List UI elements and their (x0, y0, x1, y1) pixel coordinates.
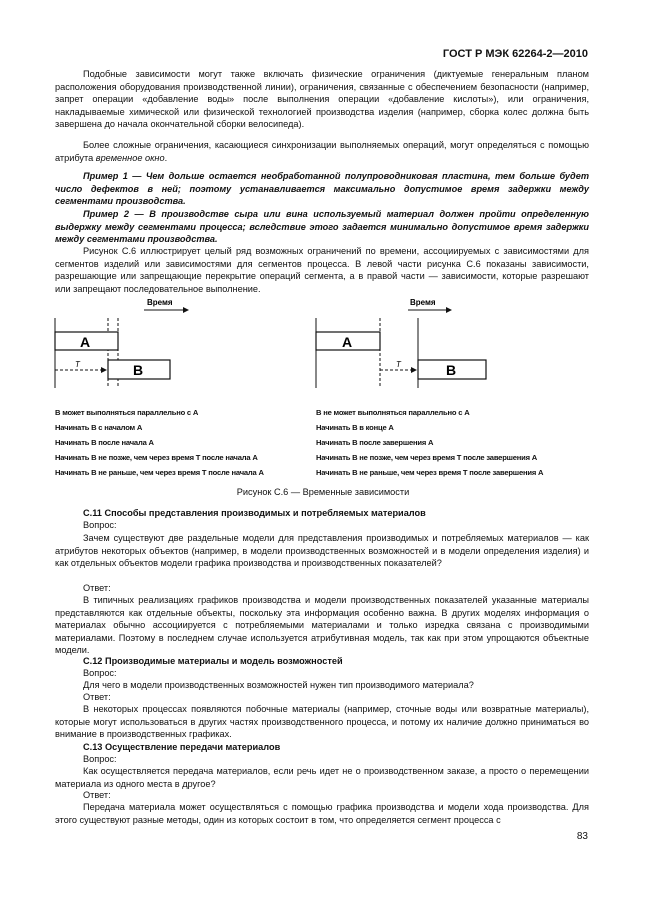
figure-right-line-2: Начинать B в конце A (316, 423, 394, 432)
figure-right-line-4: Начинать B не позже, чем через время T после завершения A (316, 453, 538, 462)
box-a-label-right: A (342, 334, 353, 350)
paragraph-figure-intro: Рисунок С.6 иллюстрирует целый ряд возможных ограничений по времени, ассоциируемых с зависимостями для сегментов изделий или зависимостями для сегментов процесса. В левой части рисунка С.6 показаны зависимости, разрешающие или запрещающие перекрытие операций сегмента, а в правой части — зависимости, которые разрешают или запрещают последовательное выполнение. (55, 246, 589, 294)
figure-left-line-1: B может выполняться параллельно с A (55, 408, 199, 417)
t-label-right: T (396, 360, 401, 369)
figure-right-line-1: B не может выполняться параллельно с A (316, 408, 470, 417)
section-c12-title: С.12 Производимые материалы и модель возможностей (83, 656, 343, 666)
figure-left-part (55, 310, 188, 388)
figure-caption: Рисунок С.6 — Временные зависимости (236, 487, 410, 497)
document-header: ГОСТ Р МЭК 62264-2—2010 (442, 48, 588, 60)
box-a-label-left: A (80, 334, 91, 350)
time-label-right: Время (410, 298, 436, 307)
figure-right-line-5: Начинать B не раньше, чем через время T после завершения A (316, 468, 544, 477)
c11-question-label: Вопрос: (83, 520, 117, 530)
figure-left-line-5: Начинать B не раньше, чем через время T после начала A (55, 468, 264, 477)
box-b-label-right: B (446, 362, 457, 378)
section-c11-title: С.11 Способы представления производимых и потребляемых материалов (83, 508, 426, 518)
c13-question-label: Вопрос: (83, 754, 117, 764)
c12-answer: В некоторых процессах появляются побочные материалы (например, сточные воды или возвратные материалы), которые могут использоваться в других частях производственного процесса, и потому их наличие должно приниматься во внимание в производственных графиках. (55, 704, 589, 740)
figure-left-line-4: Начинать B не позже, чем через время T после начала A (55, 453, 258, 462)
section-c13-title: С.13 Осуществление передачи материалов (83, 742, 281, 752)
c11-answer: В типичных реализациях графиков производства и модели производственных показателей указанные материалы представляются как отдельные объекты, поскольку эта информация особенно важна. В других моделях информация о материалах обычно ассоциируется с потребляемыми материалами и только изредка связана с производимыми материалами. Поэтому в последнем случае используется атрибутивная модель, так как при этом упрощаются объектные модели. (55, 595, 589, 656)
c12-question: Для чего в модели производственных возможностей нужен тип производимого материала? (83, 680, 474, 690)
paragraph-dependencies: Подобные зависимости могут также включать физические ограничения (диктуемые генеральным планом расположения оборудования производственной линии), ограничения, связанные с обеспечением безопасности (например, запрет операции «добавление воды» после выполнения операции «добавление кислоты»), или ограничения, накладываемые химической или физической технологией производства изделия (например, сборка колес должна быть завершена до начала окончательной сборки велосипеда). (55, 69, 589, 130)
figure-left-line-3: Начинать B после начала A (55, 438, 154, 447)
c12-answer-label: Ответ: (83, 692, 111, 702)
text-time-window: временное окно (95, 152, 165, 163)
c12-question-label: Вопрос: (83, 668, 117, 678)
example-2: Пример 2 — В производстве сыра или вина используемый материал должен пройти определенную выдержку между сегментами процесса; вследствие этого задается минимально допустимое время задержки между сегментами производства. (55, 209, 589, 245)
text-period: . (164, 152, 168, 163)
t-label-left: T (75, 360, 80, 369)
box-b-label-left: B (133, 362, 144, 378)
c11-question: Зачем существуют две раздельные модели для представления производимых и потребляемых материалов — как атрибутов некоторых объектов (например, в модели производственных возможностей и в модели определения изделия) и как отдельных объектов модели графика производства и производственных показателей? (55, 533, 589, 569)
c13-question: Как осуществляется передача материалов, если речь идет не о производственном заказе, а просто о перемещении материала из одного места в другое? (55, 766, 589, 789)
text-constraints: Более сложные ограничения, касающиеся синхронизации выполняемых операций, могут определяться с помощью атрибута (55, 140, 589, 163)
c11-answer-label: Ответ: (83, 583, 111, 593)
figure-time-dependencies (0, 0, 646, 420)
page-number: 83 (576, 831, 588, 842)
example-1: Пример 1 — Чем дольше остается необработанной полупроводниковая пластина, тем больше будет число дефектов в ней; поэтому устанавливается максимально допустимое время задержки между сегментами производства. (55, 171, 589, 207)
figure-left-line-2: Начинать B с началом A (55, 423, 143, 432)
c13-answer-label: Ответ: (83, 790, 111, 800)
time-label-left: Время (147, 298, 173, 307)
c13-answer: Передача материала может осуществляться с помощью графика производства и модели хода производства. Для этого существуют разные методы, один из которых состоит в том, что определяется сегмент процесса с (55, 802, 589, 825)
figure-right-line-3: Начинать B после завершения A (316, 438, 434, 447)
